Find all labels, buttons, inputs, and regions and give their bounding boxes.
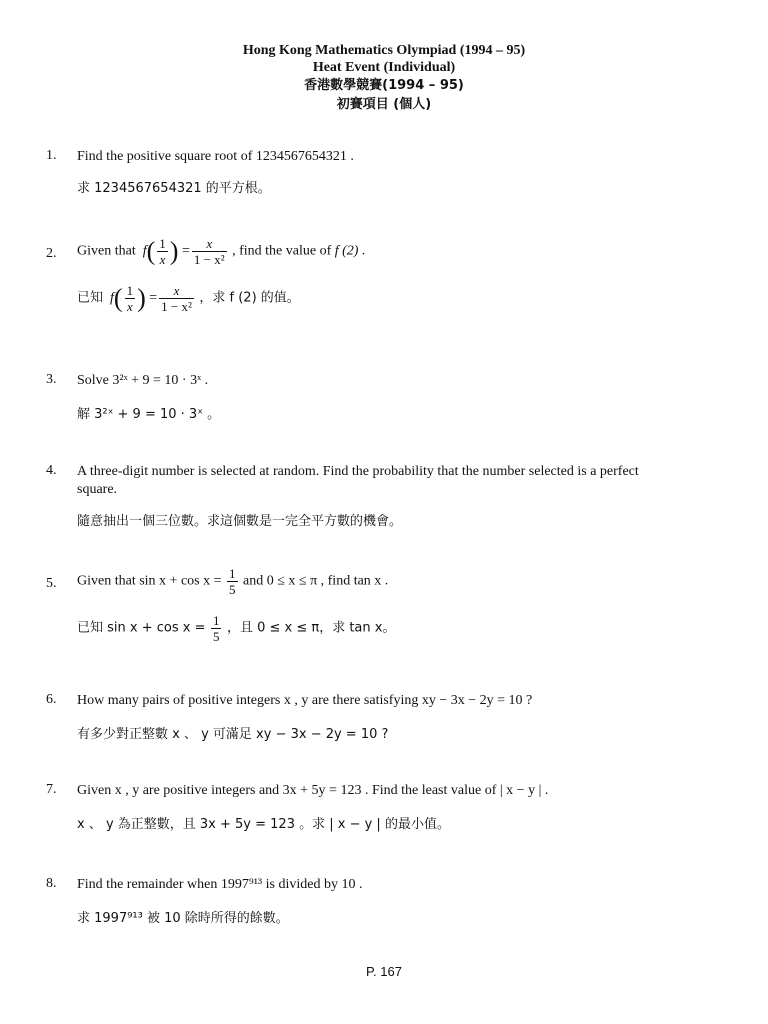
text-segment: f (2) . [334, 243, 366, 259]
text-segment: , find the value of [232, 243, 332, 259]
text-segment: 已知 [77, 290, 104, 306]
question-number: 3. [46, 372, 57, 387]
question-en-line-2: square. [77, 482, 118, 497]
question-cn: 求 1234567654321 的平方根。 [77, 181, 271, 196]
question-number: 8. [46, 876, 57, 891]
question-en-line-1: A three-digit number is selected at random. Find the probability that the number selected is a perfect [77, 464, 639, 479]
question-number: 1. [46, 148, 57, 163]
question-cn: 已知 f( $\frac{1}{x}$ ) = $\frac{x}{\text{1 − x²}}$ ，求 f (2) 的值。 [77, 283, 300, 314]
question-en: Find the remainder when 1997⁹¹³ is divided by 10 . [77, 877, 363, 892]
page-header [0, 42, 768, 114]
question-cn [77, 613, 737, 644]
subtitle-en: Heat Event (Individual) [312, 60, 456, 75]
text-segment: Given that sin x + cos x = [77, 573, 222, 589]
fraction: $\frac{1}{x}$ [126, 283, 134, 314]
question-cn: 求 1997⁹¹³ 被 10 除時所得的餘數。 [77, 911, 289, 926]
fraction: $\frac{1}{5}$ [229, 566, 236, 597]
question-en: Find the positive square root of 1234567654321 . [77, 149, 354, 164]
title-cn: 香港數學競賽(1994 – 95) [304, 78, 464, 93]
fraction: $\frac{1}{x}$ [159, 236, 166, 267]
title-en: Hong Kong Mathematics Olympiad (1994 – 95) [242, 43, 526, 58]
page-number: P. 167 [366, 964, 402, 979]
question-number: 6. [46, 692, 57, 707]
question-en: Given x , y are positive integers and 3x + 5y = 123 . Find the least value of | x − y | . [77, 783, 549, 798]
text-segment: Given that [77, 243, 136, 259]
fraction: $\frac{x}{\text{1 − x²}}$ [193, 236, 225, 267]
question-en: How many pairs of positive integers x , y are there satisfying xy − 3x − 2y = 10 ? [77, 693, 533, 708]
question-en [77, 566, 737, 597]
fraction: $\frac{1}{5}$ [212, 613, 220, 644]
question-cn: 解 3²ˣ + 9 = 10 · 3ˣ 。 [77, 407, 221, 422]
question-number: 7. [46, 782, 57, 797]
question-number: 5. [46, 576, 57, 591]
fraction: $\frac{x}{\text{1 − x²}}$ [161, 283, 192, 314]
question-number: 4. [46, 463, 57, 478]
question-en: Given that f( $\frac{1}{x}$ ) = $\frac{x}{\text{1 − x²}}$ , find the value of f (2) . [77, 236, 366, 267]
text-segment: ，求 f (2) 的值。 [199, 290, 300, 306]
question-number: 2. [46, 246, 57, 261]
text-segment: and 0 ≤ x ≤ π , find tan x . [243, 573, 389, 589]
question-cn: 隨意抽出一個三位數。求這個數是一完全平方數的機會。 [77, 514, 403, 529]
question-en: Solve 3²ˣ + 9 = 10 · 3ˣ . [77, 373, 209, 388]
subtitle-cn: 初賽項目 (個人) [336, 97, 432, 112]
text-segment: 已知 sin x + cos x = [77, 620, 206, 636]
text-segment: ，且 0 ≤ x ≤ π，求 tan x。 [226, 620, 396, 636]
question-cn: 有多少對正整數 x 、 y 可滿足 xy − 3x − 2y = 10 ? [77, 727, 389, 742]
question-cn: x 、 y 為正整數，且 3x + 5y = 123 。求 | x − y | 的最小值。 [77, 817, 450, 832]
